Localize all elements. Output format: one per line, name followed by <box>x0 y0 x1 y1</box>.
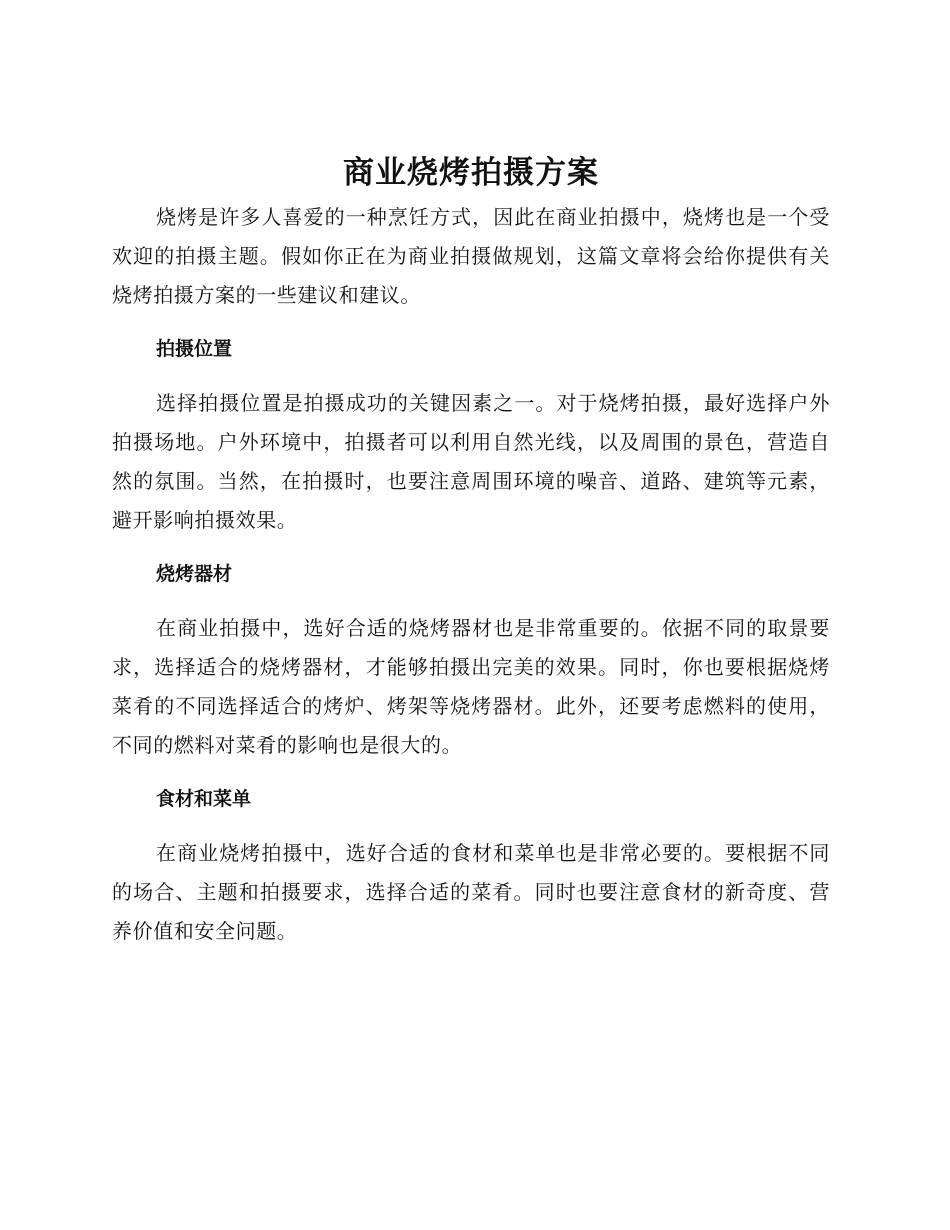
section-heading-location: 拍摄位置 <box>156 338 233 360</box>
spacer <box>112 819 830 834</box>
section-body-location: 选择拍摄位置是拍摄成功的关键因素之一。对于烧烤拍摄，最好选择户外拍摄场地。户外环境中，拍摄者可以利用自然光线，以及周围的景色，营造自然的氛围。当然，在拍摄时，也要注意周围环境的噪音、道路、建筑等元素，避开影响拍摄效果。 <box>112 391 830 532</box>
spacer <box>112 594 830 609</box>
section-heading-ingredients-menu: 食材和菜单 <box>156 788 252 810</box>
document-page <box>112 148 830 951</box>
spacer <box>112 369 830 384</box>
intro-paragraph: 烧烤是许多人喜爱的一种烹饪方式，因此在商业拍摄中，烧烤也是一个受欢迎的拍摄主题。假如你正在为商业拍摄做规划，这篇文章将会给你提供有关烧烤拍摄方案的一些建议和建议。 <box>112 205 830 307</box>
spacer <box>112 540 830 555</box>
document-title: 商业烧烤拍摄方案 <box>343 155 599 191</box>
spacer <box>112 765 830 780</box>
section-heading-equipment: 烧烤器材 <box>156 563 233 585</box>
spacer <box>112 315 830 330</box>
section-body-equipment: 在商业拍摄中，选好合适的烧烤器材也是非常重要的。依据不同的取景要求，选择适合的烧烤器材，才能够拍摄出完美的效果。同时，你也要根据烧烤菜肴的不同选择适合的烤炉、烤架等烧烤器材。此外，还要考虑燃料的使用，不同的燃料对菜肴的影响也是很大的。 <box>112 616 830 757</box>
section-body-ingredients-menu: 在商业烧烤拍摄中，选好合适的食材和菜单也是非常必要的。要根据不同的场合、主题和拍摄要求，选择合适的菜肴。同时也要注意食材的新奇度、营养价值和安全问题。 <box>112 841 830 943</box>
